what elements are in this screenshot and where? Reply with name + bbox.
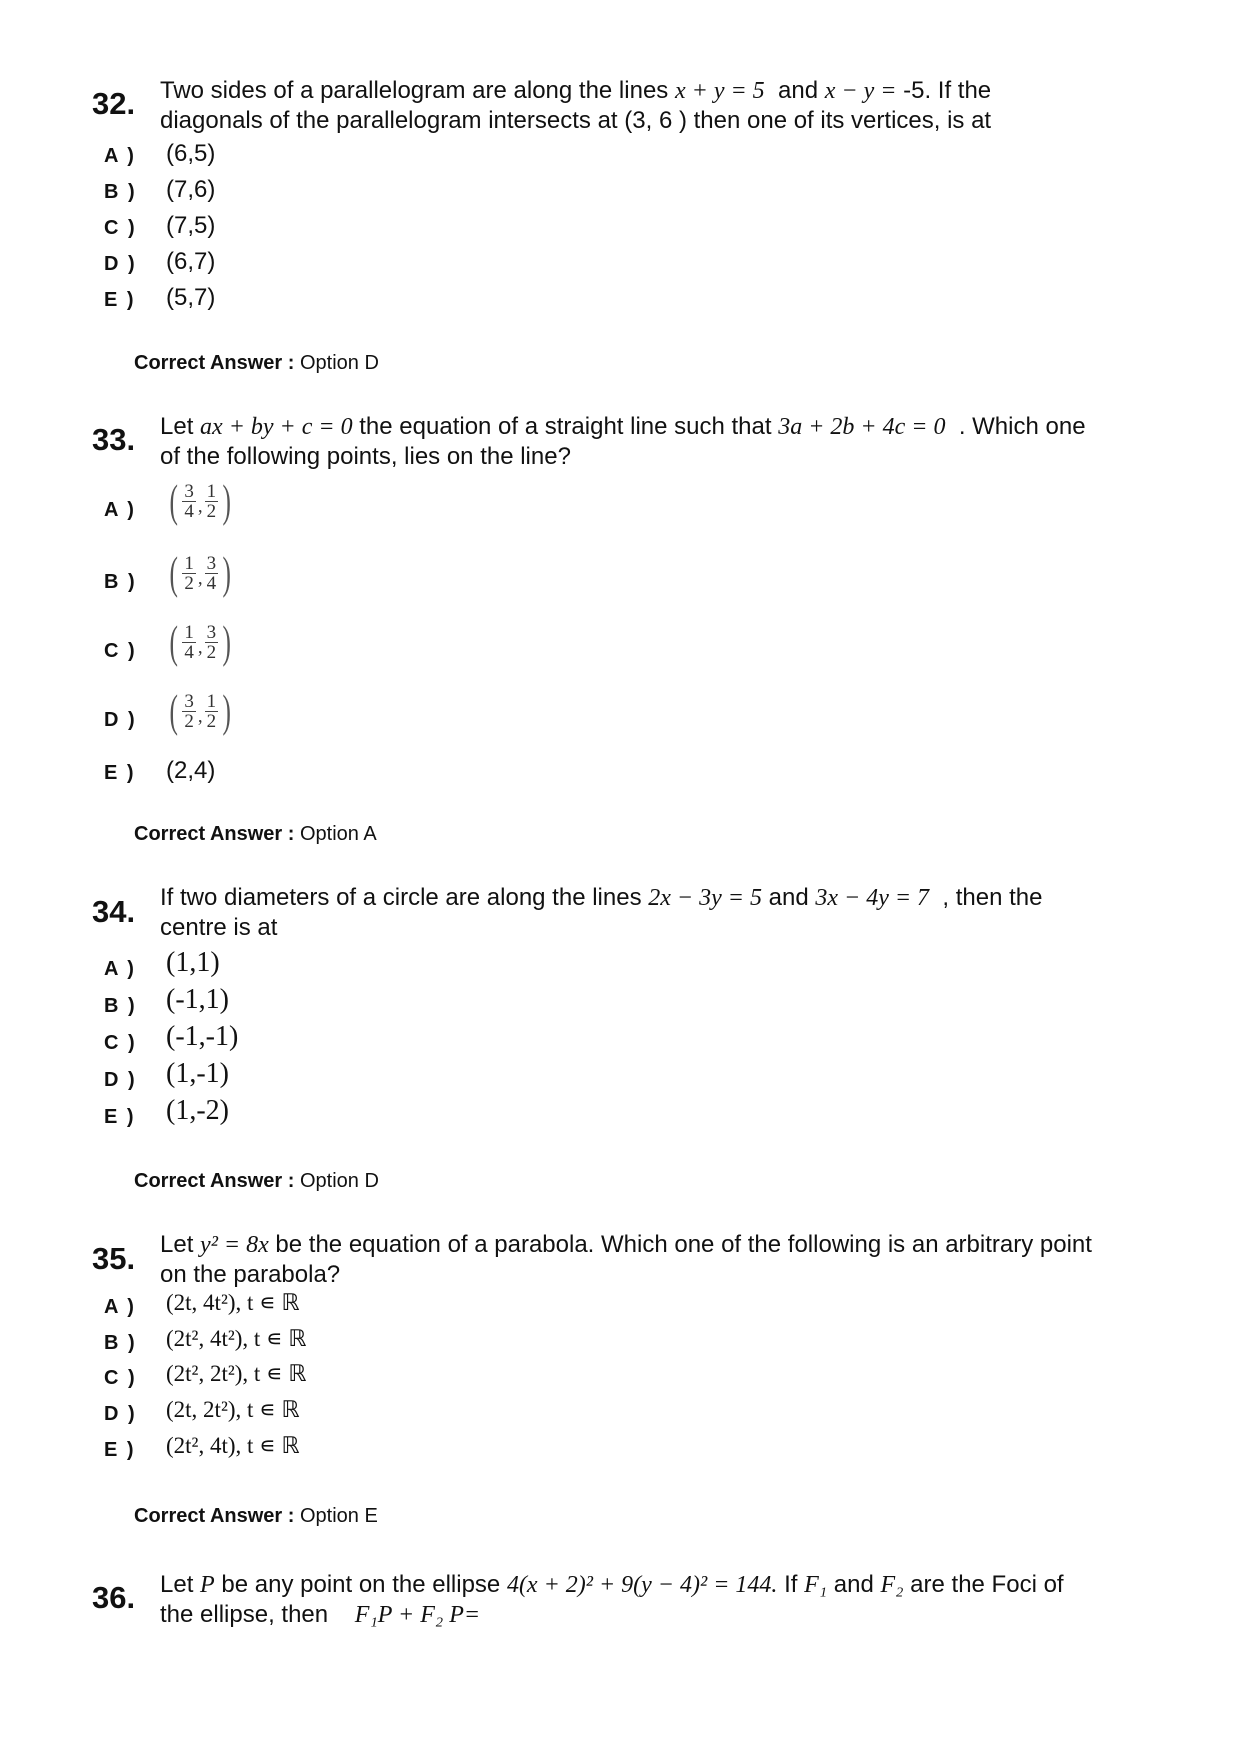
equation: 3a + 2b + 4c = 0 [778, 414, 946, 440]
option-text: (7,5) [166, 212, 216, 239]
correct-answer: Correct Answer : Option A [134, 823, 377, 845]
option-label: E ) [104, 762, 136, 784]
option-label: C ) [104, 1032, 137, 1054]
equation: 2x − 3y = 5 [648, 885, 762, 911]
option-label: B ) [104, 181, 137, 203]
equation: y² = 8x [200, 1232, 269, 1258]
option-text: (6,7) [166, 248, 216, 275]
correct-answer: Correct Answer : Option D [134, 1170, 379, 1192]
question-number: 35. [92, 1241, 136, 1276]
question-text: Two sides of a parallelogram are along the lines x + y = 5 and x − y = -5. If the diagonals of the parallelogram intersects at (3, 6 ) then one of its vertices, is at [160, 77, 992, 134]
option-label: A ) [104, 499, 136, 521]
option-fraction-pair: ( $\frac{1}{2}$ , $\frac{3}{4}$ ) [169, 547, 231, 598]
question-number: 33. [92, 422, 136, 457]
variable: F₂ [880, 1572, 904, 1598]
equation: x − y = [824, 78, 897, 104]
question-text: Let P be any point on the ellipse 4(x + 2)² + 9(y − 4)² = 144. If F₁ and F₂ are the Foci of the ellipse, then F₁P + F₂ P= [160, 1571, 1064, 1628]
question-text: Let y² = 8x be the equation of a parabola. Which one of the following is an arbitrary point on the parabola? [160, 1231, 1092, 1288]
option-label: E ) [104, 1439, 136, 1461]
option-label: D ) [104, 253, 137, 275]
option-fraction-pair: ( $\frac{3}{2}$ , $\frac{1}{2}$ ) [169, 685, 231, 736]
equation: F₁P + F₂ P= [354, 1602, 481, 1628]
correct-answer: Correct Answer : Option E [134, 1505, 378, 1527]
question-number: 36. [92, 1580, 136, 1615]
option-label: C ) [104, 217, 137, 239]
option-text: (6,5) [166, 140, 216, 167]
equation: x + y = 5 [674, 78, 765, 104]
option-text: (1,1) [166, 947, 220, 978]
equation: ax + by + c = 0 [200, 414, 353, 440]
option-text: (2t, 2t²), t ∊ ℝ [166, 1397, 300, 1422]
option-label: C ) [104, 1367, 137, 1389]
option-label: B ) [104, 1332, 137, 1354]
option-fraction-pair: ( $\frac{1}{4}$ , $\frac{3}{2}$ ) [169, 616, 231, 667]
option-label: D ) [104, 1403, 137, 1425]
question-text: Let ax + by + c = 0 the equation of a straight line such that 3a + 2b + 4c = 0 . Which one of the following points, lies on the line? [160, 413, 1086, 470]
option-label: B ) [104, 995, 137, 1017]
option-label: E ) [104, 1106, 136, 1128]
option-label: D ) [104, 709, 137, 731]
option-label: B ) [104, 571, 137, 593]
option-label: A ) [104, 145, 136, 167]
option-label: A ) [104, 958, 136, 980]
option-fraction-pair: ( $\frac{3}{4}$ , $\frac{1}{2}$ ) [169, 475, 231, 526]
option-text: (7,6) [166, 176, 216, 203]
question-number: 32. [92, 86, 136, 121]
option-text: (2t², 4t), t ∊ ℝ [166, 1433, 300, 1458]
option-text: (1,-2) [166, 1095, 229, 1126]
option-label: A ) [104, 1296, 136, 1318]
option-text: (2t, 4t²), t ∊ ℝ [166, 1290, 300, 1315]
variable: F₁ [804, 1572, 828, 1598]
option-text: (2t², 2t²), t ∊ ℝ [166, 1361, 307, 1386]
option-text: (5,7) [166, 284, 216, 311]
option-label: E ) [104, 289, 136, 311]
option-text: (1,-1) [166, 1058, 229, 1089]
equation: 4(x + 2)² + 9(y − 4)² = 144. [506, 1572, 778, 1598]
option-label: C ) [104, 640, 137, 662]
question-text: If two diameters of a circle are along the lines 2x − 3y = 5 and 3x − 4y = 7 , then the centre is at [160, 884, 1043, 941]
option-text: (-1,-1) [166, 1021, 239, 1052]
option-label: D ) [104, 1069, 137, 1091]
correct-answer: Correct Answer : Option D [134, 352, 379, 374]
variable: P [200, 1572, 215, 1598]
option-text: (2,4) [166, 757, 216, 784]
option-text: (2t², 4t²), t ∊ ℝ [166, 1326, 307, 1351]
question-number: 34. [92, 894, 136, 929]
option-text: (-1,1) [166, 984, 229, 1015]
equation: 3x − 4y = 7 [815, 885, 930, 911]
